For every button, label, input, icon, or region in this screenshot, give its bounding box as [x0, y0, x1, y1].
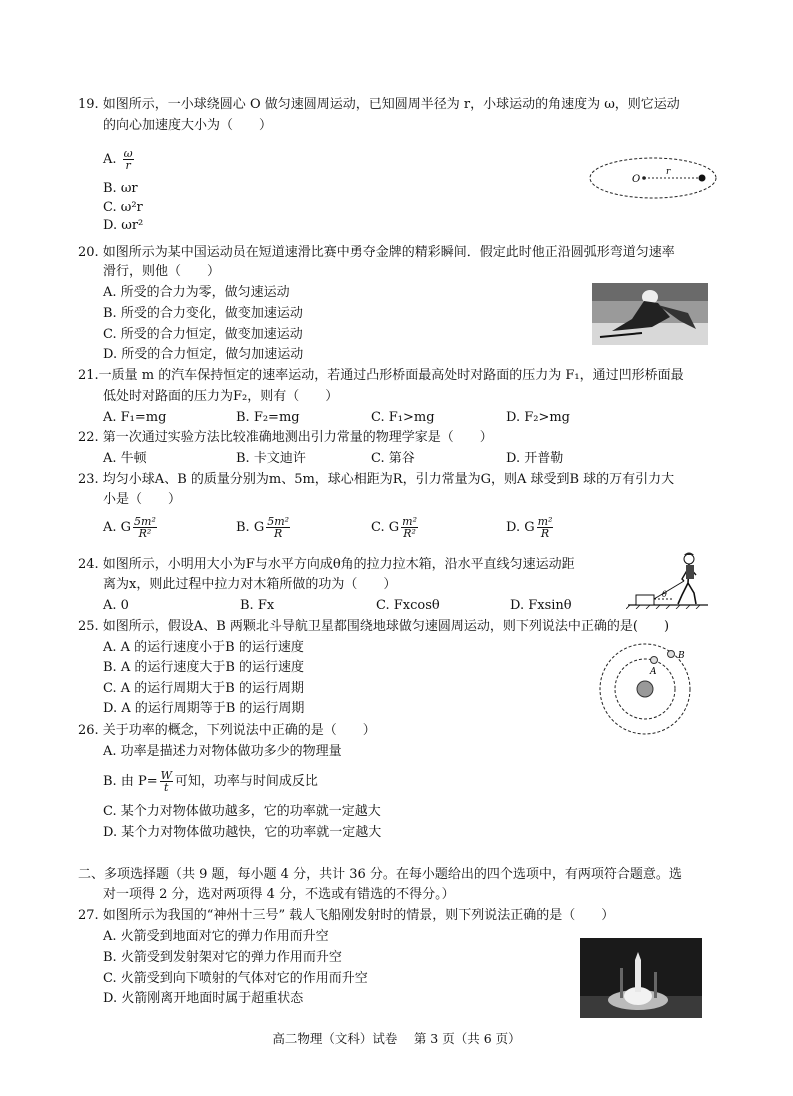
q27-option-d: D. 火箭刚离开地面时属于超重状态 [103, 991, 304, 1006]
q25-label-a: A [650, 667, 657, 677]
q24-option-d: D. Fxsinθ [510, 598, 572, 613]
q27-option-b: B. 火箭受到发射架对它的弹力作用而升空 [103, 950, 342, 965]
q21-stem-line2: 低处时对路面的压力为F₂，则有（ ） [103, 389, 339, 404]
q23-stem-line1: 23. 均匀小球A、B 的质量分别为m、5m，球心相距为R，引力常量为G，则A 球受到B 球的万有引力大 [78, 472, 675, 487]
q26-option-d: D. 某个力对物体做功越快，它的功率就一定越大 [103, 825, 382, 840]
q27-rocket-launch-photo [580, 938, 702, 1018]
q19-stem-line2: 的向心加速度大小为（ ） [103, 118, 273, 133]
q19-option-d: D. ωr² [103, 218, 144, 233]
q22-stem-line1: 22. 第一次通过实验方法比较准确地测出引力常量的物理学家是（ ） [78, 430, 493, 445]
q20-skater-photo [592, 283, 708, 345]
q26-stem-line1: 26. 关于功率的概念，下列说法中正确的是（ ） [78, 723, 376, 738]
q21-option-c: C. F₁>mg [371, 410, 435, 425]
q21-stem-line1: 21.一质量 m 的汽车保持恒定的速率运动，若通过凸形桥面最高处时对路面的压力为 F₁，通过凹形桥面最 [78, 368, 684, 383]
q20-option-c: C. 所受的合力恒定，做变加速运动 [103, 327, 303, 342]
q23-option-b: B. G $\frac{\text{5m²}}{R}$ [236, 515, 290, 540]
q19-label-r: r [666, 167, 671, 177]
q25-option-a: A. A 的运行速度小于B 的运行速度 [103, 640, 304, 655]
q20-option-b: B. 所受的合力变化，做变加速运动 [103, 306, 303, 321]
q25-stem-line1: 25. 如图所示，假设A、B 两颗北斗导航卫星都围绕地球做匀速圆周运动，则下列说法中正确的是( ) [78, 619, 670, 634]
q24-option-b: B. Fx [240, 598, 275, 613]
q19-option-b: B. ωr [103, 181, 138, 196]
q22-option-c: C. 第谷 [371, 451, 415, 466]
q26-option-c: C. 某个力对物体做功越多，它的功率就一定越大 [103, 804, 381, 819]
q19-option-c: C. ω²r [103, 200, 143, 215]
q24-stem-line2: 离为x，则此过程中拉力对木箱所做的功为（ ） [103, 577, 397, 592]
q19-label-o: O [632, 174, 641, 185]
q25-option-c: C. A 的运行周期大于B 的运行周期 [103, 681, 304, 696]
q27-stem-line1: 27. 如图所示为我国的“神州十三号” 载人飞船刚发射时的情景，则下列说法正确的是（ ） [78, 908, 615, 923]
q22-option-a: A. 牛顿 [103, 451, 147, 466]
q20-stem-line1: 20. 如图所示为某中国运动员在短道速滑比赛中勇夺金牌的精彩瞬间．假定此时他正沿圆弧形弯道匀速率 [78, 245, 675, 260]
q21-option-a: A. F₁=mg [103, 410, 167, 425]
q19-stem-line1: 19. 如图所示，一小球绕圆心 O 做匀速圆周运动，已知圆周半径为 r，小球运动的角速度为 ω，则它运动 [78, 97, 680, 112]
page-footer: 高二物理（文科）试卷 第 3 页（共 6 页） [272, 1031, 521, 1046]
q25-label-b: B [678, 651, 685, 661]
q26-option-a: A. 功率是描述力对物体做功多少的物理量 [103, 744, 342, 759]
q23-option-a: A. G $\frac{\text{5m²}}{\text{R²}}$ [103, 515, 156, 540]
q19-circle-figure [588, 155, 718, 201]
q26-option-b: B. 由 P= $\frac{W}{t}$ 可知，功率与时间成反比 [103, 769, 318, 794]
q23-option-d: D. G $\frac{\text{m²}}{R}$ [506, 515, 553, 540]
q21-option-b: B. F₂=mg [236, 410, 300, 425]
q23-option-c: C. G $\frac{\text{m²}}{\text{R²}}$ [371, 515, 417, 540]
q25-option-d: D. A 的运行周期等于B 的运行周期 [103, 701, 305, 716]
q27-option-a: A. 火箭受到地面对它的弹力作用而升空 [103, 929, 329, 944]
q25-option-b: B. A 的运行速度大于B 的运行速度 [103, 660, 305, 675]
section2-heading-line2: 对一项得 2 分，选对两项得 4 分，不选或有错选的不得分。） [103, 887, 455, 902]
q27-option-c: C. 火箭受到向下喷射的气体对它的作用而升空 [103, 971, 368, 986]
section2-heading-line1: 二、多项选择题（共 9 题，每小题 4 分，共计 36 分。在每小题给出的四个选项中，有两项符合题意。选 [78, 867, 682, 882]
q25-orbit-figure [598, 642, 694, 736]
q23-stem-line2: 小是（ ） [103, 492, 182, 507]
q20-option-a: A. 所受的合力为零，做匀速运动 [103, 285, 290, 300]
q24-option-c: C. Fxcosθ [376, 598, 440, 613]
q24-pulling-box-figure [626, 551, 710, 609]
q24-option-a: A. 0 [103, 598, 129, 613]
q22-option-b: B. 卡文迪许 [236, 451, 306, 466]
q19-option-a: A. $\frac{\omega}{r}$ [103, 147, 133, 172]
q21-option-d: D. F₂>mg [506, 410, 570, 425]
q24-stem-line1: 24. 如图所示，小明用大小为F与水平方向成θ角的拉力拉木箱，沿水平直线匀速运动距 [78, 557, 575, 572]
q22-option-d: D. 开普勒 [506, 451, 564, 466]
q24-label-theta: θ [662, 590, 667, 599]
q20-option-d: D. 所受的合力恒定，做匀加速运动 [103, 347, 304, 362]
q20-stem-line2: 滑行，则他（ ） [103, 264, 221, 279]
q19-option-a-fraction: $\frac{\omega}{r}$ [123, 147, 133, 172]
